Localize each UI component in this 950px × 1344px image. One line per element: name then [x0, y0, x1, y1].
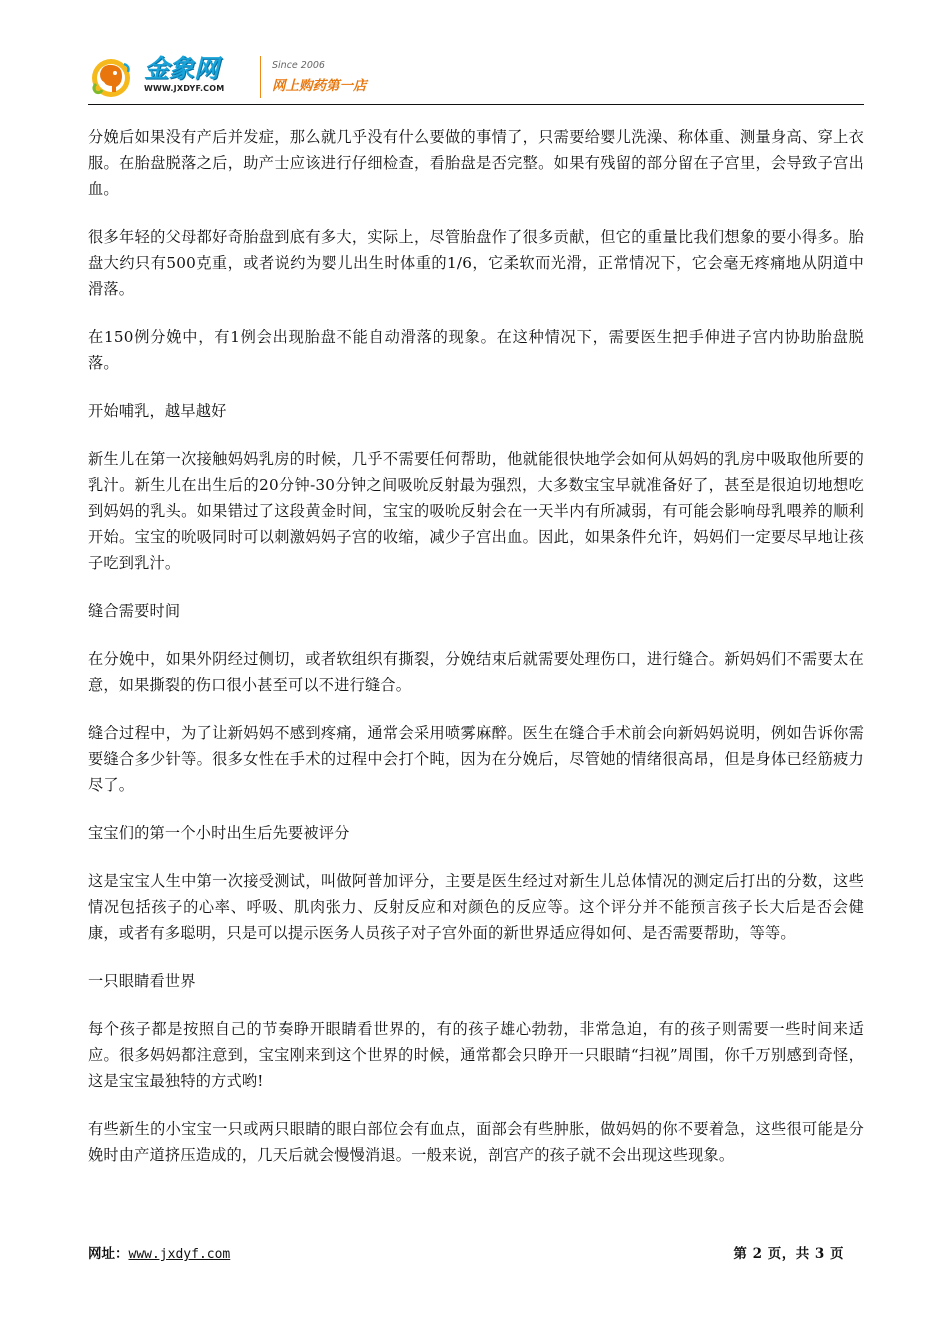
paragraph: 在分娩中，如果外阴经过侧切，或者软组织有撕裂，分娩结束后就需要处理伤口，进行缝合。新妈妈们不需要太在意，如果撕裂的伤口很小甚至可以不进行缝合。	[88, 650, 864, 694]
since-text: Since 2006	[272, 60, 325, 71]
header-divider	[260, 56, 261, 98]
article-body	[88, 124, 864, 1190]
elephant-logo-icon	[88, 54, 134, 100]
section-heading: 一只眼睛看世界	[88, 972, 196, 990]
paragraph: 很多年轻的父母都好奇胎盘到底有多大，实际上，尽管胎盘作了很多贡献，但它的重量比我们想象的要小得多。胎盘大约只有500克重，或者说约为婴儿出生时体重的1/6，它柔软而光滑，正常情况下，它会毫无疼痛地从阴道中滑落。	[88, 228, 864, 298]
footer-url-link[interactable]: www.jxdyf.com	[128, 1247, 231, 1262]
logo-title: 金象网	[144, 54, 220, 83]
section-heading: 开始哺乳，越早越好	[88, 402, 227, 420]
footer-label: 网址：	[88, 1246, 129, 1262]
slogan-text: 网上购药第一店	[272, 78, 367, 94]
page-header	[88, 48, 864, 104]
site-logo[interactable]	[88, 54, 256, 100]
section-heading: 宝宝们的第一个小时出生后先要被评分	[88, 824, 350, 842]
logo-url: WWW.JXDYF.COM	[144, 84, 225, 93]
header-rule	[88, 104, 864, 105]
paragraph: 这是宝宝人生中第一次接受测试，叫做阿普加评分，主要是医生经过对新生儿总体情况的测定后打出的分数，这些情况包括孩子的心率、呼吸、肌肉张力、反射反应和对颜色的反应等。这个评分并不能预言孩子长大后是否会健康，或者有多聪明，只是可以提示医务人员孩子对子宫外面的新世界适应得如何、是否需要帮助，等等。	[88, 872, 864, 942]
page-number: 第 2 页，共 3 页	[733, 1246, 844, 1262]
section-heading: 缝合需要时间	[88, 602, 181, 620]
paragraph: 每个孩子都是按照自己的节奏睁开眼睛看世界的，有的孩子雄心勃勃，非常急迫，有的孩子则需要一些时间来适应。很多妈妈都注意到，宝宝刚来到这个世界的时候，通常都会只睁开一只眼睛“扫视”周围，你千万别感到奇怪，这是宝宝最独特的方式哟!	[88, 1020, 864, 1090]
paragraph: 缝合过程中，为了让新妈妈不感到疼痛，通常会采用喷雾麻醉。医生在缝合手术前会向新妈妈说明，例如告诉你需要缝合多少针等。很多女性在手术的过程中会打个盹，因为在分娩后，尽管她的情绪很高昂，但是身体已经筋疲力尽了。	[88, 724, 864, 794]
page-footer	[88, 1242, 864, 1262]
paragraph: 分娩后如果没有产后并发症，那么就几乎没有什么要做的事情了，只需要给婴儿洗澡、称体重、测量身高、穿上衣服。在胎盘脱落之后，助产士应该进行仔细检查，看胎盘是否完整。如果有残留的部分留在子宫里，会导致子宫出血。	[88, 128, 864, 198]
footer-website	[88, 1242, 230, 1262]
paragraph: 在150例分娩中，有1例会出现胎盘不能自动滑落的现象。在这种情况下，需要医生把手伸进子宫内协助胎盘脱落。	[88, 328, 864, 372]
paragraph: 新生儿在第一次接触妈妈乳房的时候，几乎不需要任何帮助，他就能很快地学会如何从妈妈的乳房中吸取他所要的乳汁。新生儿在出生后的20分钟-30分钟之间吸吮反射最为强烈，大多数宝宝早就准备好了，甚至是很迫切地想吃到妈妈的乳头。如果错过了这段黄金时间，宝宝的吸吮反射会在一天半内有所减弱，有可能会影响母乳喂养的顺利开始。宝宝的吮吸同时可以刺激妈妈子宫的收缩，减少子宫出血。因此，如果条件允许，妈妈们一定要尽早地让孩子吃到乳汁。	[88, 450, 864, 572]
paragraph: 有些新生的小宝宝一只或两只眼睛的眼白部位会有血点，面部会有些肿胀，做妈妈的你不要着急，这些很可能是分娩时由产道挤压造成的，几天后就会慢慢消退。一般来说，剖宫产的孩子就不会出现这些现象。	[88, 1120, 864, 1164]
